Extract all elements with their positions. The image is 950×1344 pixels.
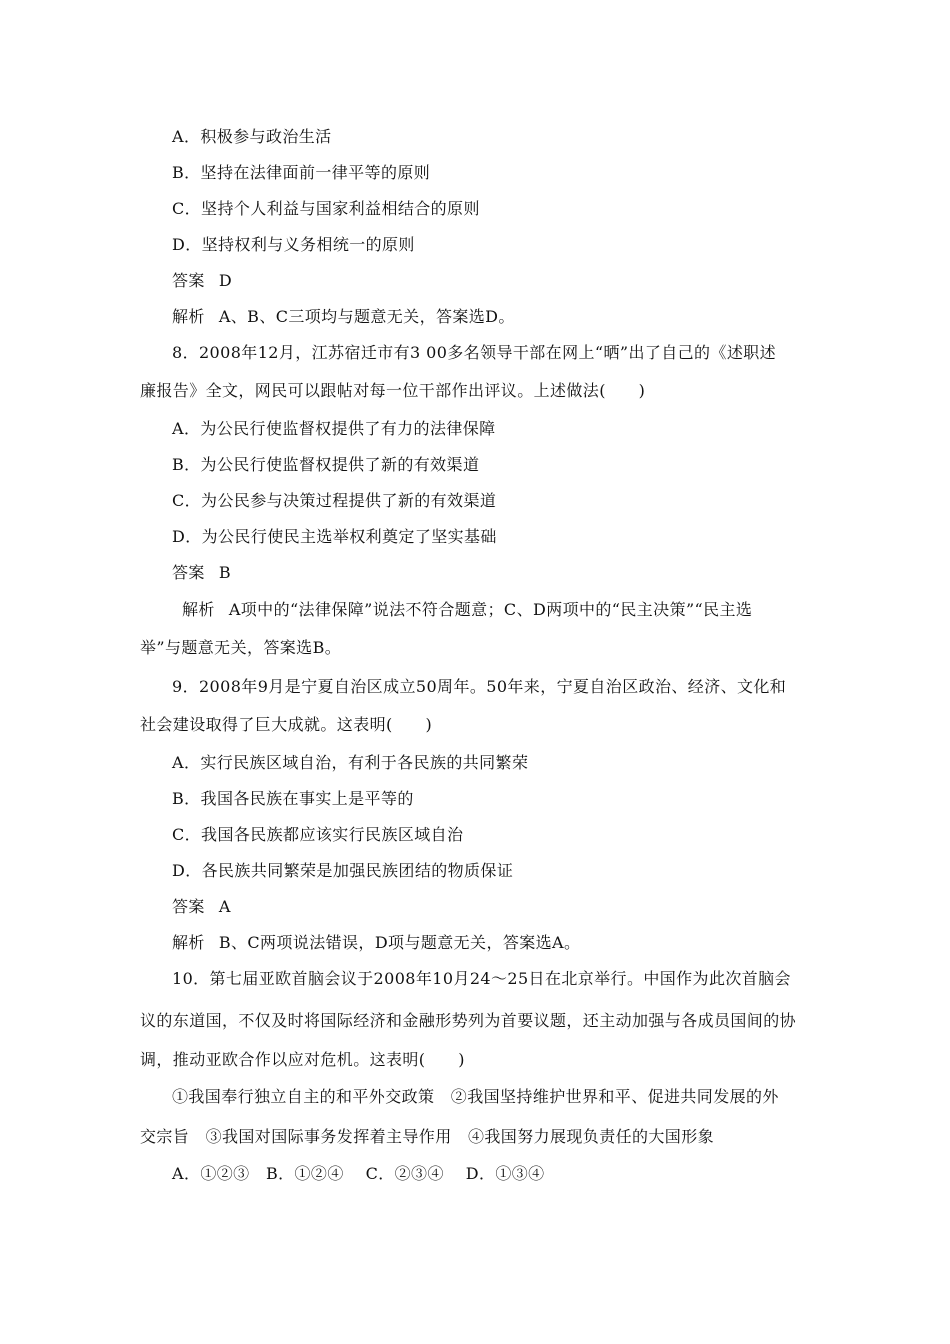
answer-label: 答案	[172, 271, 205, 290]
q8-analysis-line-2: 举”与题意无关，答案选B。	[140, 638, 342, 657]
q9-option-b: B．我国各民族在事实上是平等的	[172, 789, 414, 808]
answer-value: D	[218, 271, 233, 290]
q10-choices: A．①②③ B．①②④ C．②③④ D．①③④	[172, 1164, 545, 1183]
analysis-text: A、B、C三项均与题意无关，答案选D。	[218, 307, 515, 326]
q8-stem-line-2: 廉报告》全文，网民可以跟帖对每一位干部作出评议。上述做法( )	[140, 381, 646, 400]
q7-option-b: B．坚持在法律面前一律平等的原则	[172, 163, 431, 182]
q8-option-d: D．为公民行使民主选举权利奠定了坚实基础	[172, 527, 497, 546]
analysis-label: 解析	[172, 933, 205, 952]
q8-option-b: B．为公民行使监督权提供了新的有效渠道	[172, 455, 480, 474]
q9-stem-line-1: 9．2008年9月是宁夏自治区成立50周年。50年来，宁夏自治区政治、经济、文化和	[172, 677, 787, 696]
q9-option-d: D．各民族共同繁荣是加强民族团结的物质保证	[172, 861, 514, 880]
q10-stem-line-1: 10．第七届亚欧首脑会议于2008年10月24～25日在北京举行。中国作为此次首脑会	[172, 969, 791, 988]
analysis-label: 解析	[172, 307, 205, 326]
q9-option-a: A．实行民族区域自治，有利于各民族的共同繁荣	[172, 753, 529, 772]
q8-option-a: A．为公民行使监督权提供了有力的法律保障	[172, 419, 496, 438]
answer-label: 答案	[172, 563, 205, 582]
q7-option-d: D．坚持权利与义务相统一的原则	[172, 235, 415, 254]
q8-stem-line-1: 8．2008年12月，江苏宿迁市有3 00多名领导干部在网上“晒”出了自己的《述职述	[172, 343, 777, 362]
q9-option-c: C．我国各民族都应该实行民族区域自治	[172, 825, 464, 844]
q8-answer	[172, 563, 231, 583]
q10-items-line-1: ①我国奉行独立自主的和平外交政策 ②我国坚持维护世界和平、促进共同发展的外	[172, 1087, 779, 1106]
analysis-text: B、C两项说法错误，D项与题意无关，答案选A。	[218, 933, 581, 952]
q10-items-line-2: 交宗旨 ③我国对国际事务发挥着主导作用 ④我国努力展现负责任的大国形象	[140, 1127, 715, 1146]
q8-option-c: C．为公民参与决策过程提供了新的有效渠道	[172, 491, 497, 510]
q9-stem-line-2: 社会建设取得了巨大成就。这表明( )	[140, 715, 433, 734]
q7-option-a: A．积极参与政治生活	[172, 127, 332, 146]
q7-answer	[172, 271, 232, 291]
answer-label: 答案	[172, 897, 205, 916]
answer-value: B	[218, 563, 231, 582]
analysis-label: 解析	[182, 600, 215, 619]
q10-stem-line-3: 调，推动亚欧合作以应对危机。这表明( )	[140, 1050, 465, 1069]
analysis-text: A项中的“法律保障”说法不符合题意；C、D两项中的“民主决策”“民主选	[228, 600, 753, 619]
answer-value: A	[218, 897, 231, 916]
q10-stem-line-2: 议的东道国，不仅及时将国际经济和金融形势列为首要议题，还主动加强与各成员国间的协	[140, 1011, 797, 1030]
q9-analysis	[172, 933, 580, 953]
q7-option-c: C．坚持个人利益与国家利益相结合的原则	[172, 199, 480, 218]
q9-answer	[172, 897, 231, 917]
q7-analysis	[172, 307, 515, 327]
q8-analysis-line-1	[182, 600, 752, 620]
